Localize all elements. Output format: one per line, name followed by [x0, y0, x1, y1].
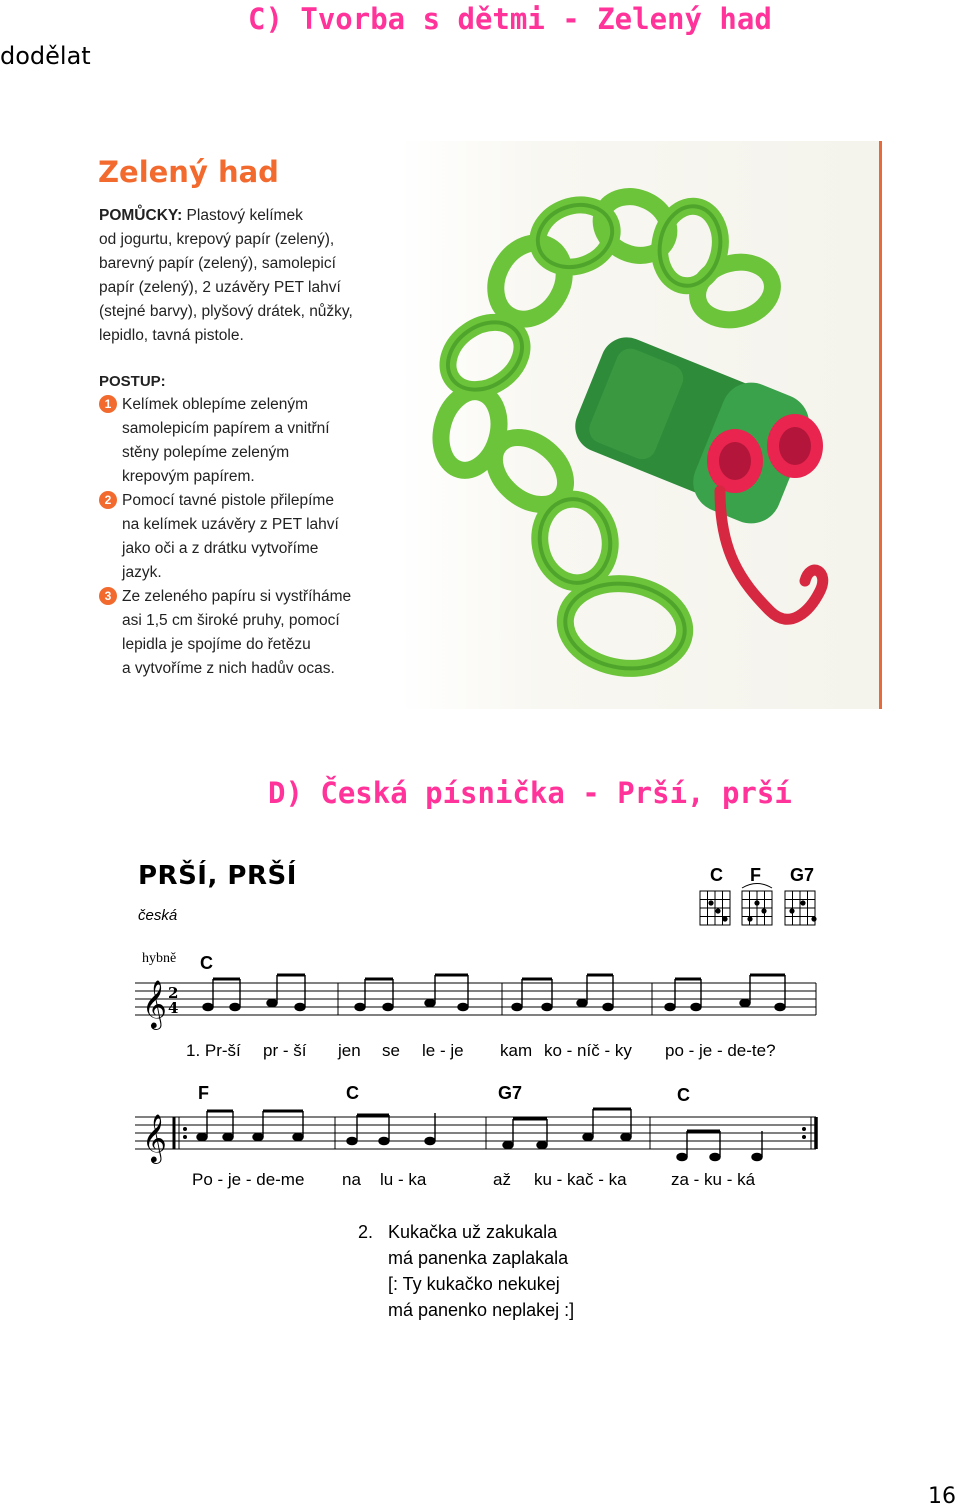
step-line: lepidla je spojíme do řetězu — [122, 636, 311, 653]
step-line: krepovým papírem. — [122, 468, 255, 485]
tempo-marking: hybně — [142, 951, 177, 966]
verse-line: má panenka zaplakala — [388, 1248, 569, 1268]
materials-line: Plastový kelímek — [182, 207, 303, 224]
step-2 — [99, 489, 374, 585]
page-number: 16 — [928, 1484, 956, 1509]
section-c-title: C) Tvorba s dětmi - Zelený had — [248, 2, 772, 36]
lyric-syllable: po - je - de-te? — [665, 1041, 776, 1060]
lyric-syllable: ku - kač - ka — [534, 1170, 627, 1189]
step-line: a vytvoříme z nich hadův ocas. — [122, 660, 335, 677]
verse-line: [: Ty kukačko nekukej — [388, 1274, 560, 1294]
chord-diagram-c: C — [710, 865, 723, 885]
step-line: Kelímek oblepíme zeleným — [122, 396, 309, 413]
snake-craft-image — [390, 171, 850, 691]
step-line: samolepicím papírem a vnitřní — [122, 420, 330, 437]
step-number: 3 — [99, 587, 117, 605]
song-title: PRŠÍ, PRŠÍ — [138, 861, 297, 891]
svg-text:4: 4 — [168, 999, 179, 1017]
section-d-title: D) Česká písnička - Prší, prší — [268, 776, 792, 810]
lyric-syllable: pr - ší — [263, 1041, 307, 1060]
step-line: na kelímek uzávěry z PET lahví — [122, 516, 339, 533]
steps-label: POSTUP: — [99, 373, 166, 390]
materials-line: papír (zelený), 2 uzávěry PET lahví — [99, 279, 341, 296]
materials-line: barevný papír (zelený), samolepicí — [99, 255, 336, 272]
lyric-syllable: jen — [338, 1041, 361, 1060]
materials-text — [99, 204, 374, 348]
lyric-syllable: le - je — [422, 1041, 464, 1060]
svg-text:2: 2 — [168, 984, 179, 1002]
lyric-syllable: kam — [500, 1041, 533, 1060]
step-line: jazyk. — [122, 564, 162, 581]
lyric-syllable: 1. Pr-ší — [186, 1041, 241, 1060]
verse-number: 2. — [358, 1222, 374, 1242]
step-number: 2 — [99, 491, 117, 509]
step-3 — [99, 585, 374, 681]
chord-label: G7 — [498, 1083, 523, 1103]
chord-label: C — [200, 953, 213, 973]
song-origin: česká — [138, 907, 178, 924]
svg-text:𝄞: 𝄞 — [142, 1113, 167, 1162]
chord-label: F — [198, 1083, 209, 1103]
chord-diagram-g7: G7 — [790, 865, 815, 885]
step-line: jako oči a z drátku vytvoříme — [122, 540, 319, 557]
materials-line: lepidlo, tavná pistole. — [99, 327, 244, 344]
materials-label: POMŮCKY: — [99, 207, 183, 224]
lyric-syllable: Po - je - de-me — [192, 1170, 305, 1189]
lyric-syllable: lu - ka — [380, 1170, 427, 1189]
materials-line: (stejné barvy), plyšový drátek, nůžky, — [99, 303, 353, 320]
chord-diagram-f: F — [750, 865, 761, 885]
verse-line: má panenko neplakej :] — [388, 1300, 575, 1320]
step-number: 1 — [99, 395, 117, 413]
materials-line: od jogurtu, krepový papír (zelený), — [99, 231, 335, 248]
verse-line: Kukačka už zakukala — [388, 1222, 558, 1242]
lyric-syllable: ko - níč - ky — [544, 1041, 632, 1060]
lyric-syllable: na — [342, 1170, 361, 1189]
step-line: Ze zeleného papíru si vystříháme — [122, 588, 352, 605]
svg-text:𝄞: 𝄞 — [142, 979, 167, 1028]
step-line: stěny polepíme zeleným — [122, 444, 290, 461]
lyric-syllable: až — [493, 1170, 511, 1189]
craft-card — [80, 141, 882, 709]
craft-title: Zelený had — [98, 155, 279, 189]
step-line: asi 1,5 cm široké pruhy, pomocí — [122, 612, 340, 629]
song-sheet — [130, 855, 830, 1335]
chord-label: C — [346, 1083, 359, 1103]
step-1 — [99, 393, 374, 489]
lyric-syllable: se — [382, 1041, 400, 1060]
verse-2 — [358, 1219, 574, 1323]
note-text: dodělat — [0, 42, 91, 70]
chord-label: C — [677, 1085, 690, 1105]
lyric-syllable: za - ku - ká — [671, 1170, 756, 1189]
step-line: Pomocí tavné pistole přilepíme — [122, 492, 334, 509]
